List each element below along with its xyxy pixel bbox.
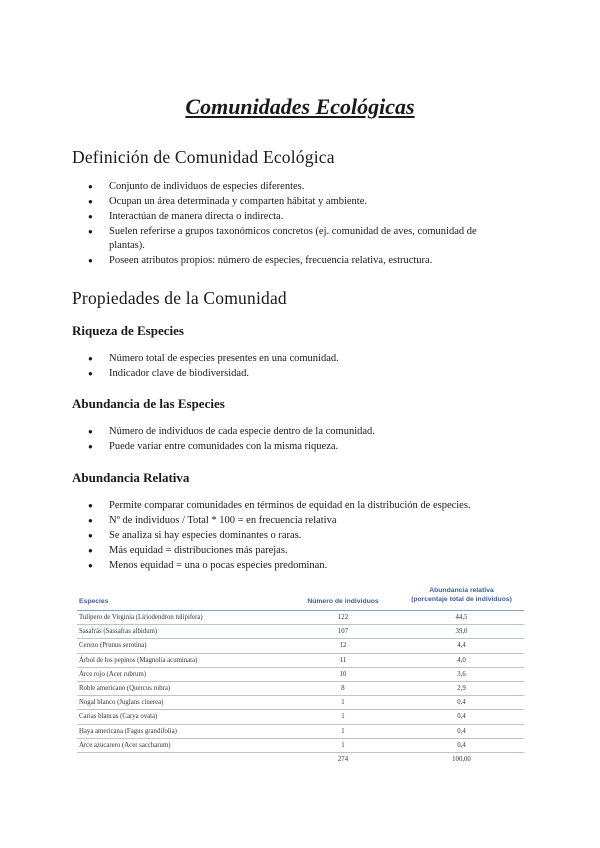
cell-relative: 3,6	[457, 670, 466, 678]
table-row	[77, 668, 524, 682]
cell-count: 12	[339, 642, 347, 650]
list-item: ● Se analiza si hay especies dominantes o raras.	[72, 529, 512, 543]
header-relative-line2: (porcentaje total de individuos)	[411, 595, 512, 603]
abundancia-list	[72, 425, 512, 455]
relativa-list	[72, 499, 512, 574]
cell-species: Tulípero de Virginia (Liriodendron tulipifera)	[79, 614, 203, 621]
table-row	[77, 682, 524, 696]
cell-relative: 0,4	[457, 727, 466, 735]
table-row	[77, 710, 524, 724]
subheading-riqueza: Riqueza de Especies	[72, 323, 184, 338]
section-heading-propiedades: Propiedades de la Comunidad	[72, 288, 287, 308]
section-heading-definicion: Definición de Comunidad Ecológica	[72, 147, 335, 167]
table-row	[77, 725, 524, 739]
cell-relative: 0,4	[457, 699, 466, 707]
cell-count: 1	[341, 699, 345, 707]
list-item: ● Más equidad = distribuciones más parejas.	[72, 544, 512, 558]
cell-count: 1	[341, 713, 345, 721]
cell-count: 122	[337, 614, 349, 621]
cell-relative: 4,4	[457, 642, 466, 650]
cell-relative: 0,4	[457, 741, 466, 749]
cell-relative: 0,4	[457, 713, 466, 721]
list-item: ● Indicador clave de biodiversidad.	[72, 367, 512, 381]
table-total-row	[77, 753, 524, 766]
cell-relative: 4,0	[457, 656, 466, 664]
list-item: ● Número total de especies presentes en una comunidad.	[72, 352, 512, 366]
total-count: 274	[337, 755, 349, 763]
list-item: ● Suelen referirse a grupos taxonómicos concretos (ej. comunidad de aves, comunidad de plantas).	[72, 225, 512, 254]
cell-relative: 44,5	[455, 614, 468, 621]
cell-species: Haya americana (Fagus grandifolia)	[79, 727, 177, 735]
list-item: ● Ocupan un área determinada y comparten hábitat y ambiente.	[72, 195, 512, 209]
list-item: ● Conjunto de individuos de especies diferentes.	[72, 180, 512, 194]
list-item: ● Nº de individuos / Total * 100 = en frecuencia relativa	[72, 514, 512, 528]
subheading-relativa: Abundancia Relativa	[72, 470, 190, 485]
document-title: Comunidades Ecológicas	[185, 94, 415, 119]
list-item: ● Puede variar entre comunidades con la misma riqueza.	[72, 440, 512, 454]
cell-count: 10	[339, 670, 347, 678]
table-row	[77, 654, 524, 668]
definicion-list	[72, 180, 512, 269]
table-row	[77, 696, 524, 710]
subheading-abundancia: Abundancia de las Especies	[72, 396, 225, 411]
table-row	[77, 611, 524, 625]
cell-count: 1	[341, 741, 345, 749]
cell-species: Sasafrás (Sassafras albidum)	[79, 628, 158, 636]
cell-species: Nogal blanco (Juglans cinerea)	[79, 699, 164, 707]
cell-species: Carias blancas (Carya ovata)	[79, 713, 158, 721]
table-header	[77, 584, 524, 611]
table-row	[77, 625, 524, 639]
cell-species: Árbol de los pepinos (Magnolia acuminata)	[79, 656, 198, 664]
header-relative	[399, 587, 524, 604]
table-row	[77, 639, 524, 653]
cell-count: 107	[337, 628, 349, 636]
list-item: ● Interactúan de manera directa o indirecta.	[72, 210, 512, 224]
list-item: ● Menos equidad = una o pocas especies predominan.	[72, 559, 512, 573]
cell-species: Arce rojo (Acer rubrum)	[79, 670, 146, 678]
cell-species: Cerezo (Prunus serotina)	[79, 642, 147, 650]
cell-count: 1	[341, 727, 345, 735]
list-item: ● Poseen atributos propios: número de especies, frecuencia relativa, estructura.	[72, 254, 512, 268]
cell-count: 8	[341, 684, 345, 692]
header-relative-line1: Abundancia relativa	[429, 587, 494, 594]
abundance-table	[77, 584, 524, 766]
list-item: ● Número de individuos de cada especie dentro de la comunidad.	[72, 425, 512, 439]
cell-count: 11	[339, 656, 347, 664]
list-item: ● Permite comparar comunidades en términos de equidad en la distribución de especies.	[72, 499, 512, 513]
total-relative: 100,00	[452, 755, 471, 763]
table-row	[77, 739, 524, 753]
cell-species: Roble americano (Quercus rubra)	[79, 684, 171, 692]
riqueza-list	[72, 352, 512, 382]
cell-relative: 2,9	[457, 684, 466, 692]
cell-relative: 39,0	[455, 628, 468, 636]
header-count: Número de individuos	[307, 598, 379, 605]
cell-species: Arce azucarero (Acer saccharum)	[79, 741, 171, 749]
table-body	[77, 611, 524, 753]
header-species: Especies	[79, 598, 109, 605]
